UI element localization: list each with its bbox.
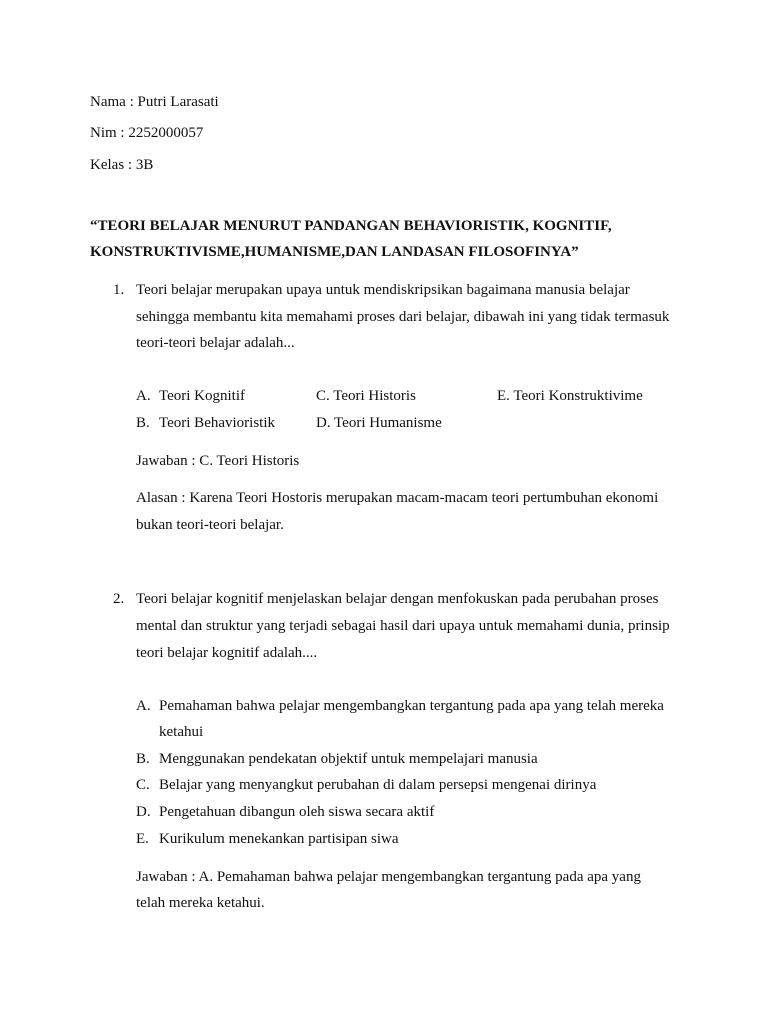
q2-option-b-letter: B. bbox=[136, 751, 150, 767]
document-title-line-1: “TEORI BELAJAR MENURUT PANDANGAN BEHAVIORISTIK, KOGNITIF, bbox=[90, 218, 612, 234]
q1-option-d: D. Teori Humanisme bbox=[316, 415, 442, 431]
q2-option-a-line-2: ketahui bbox=[159, 724, 204, 740]
question-2-answer-line-1: Jawaban : A. Pemahaman bahwa pelajar mengembangkan tergantung pada apa yang bbox=[136, 869, 641, 885]
question-2-text-line-2: mental dan struktur yang terjadi sebagai hasil dari upaya untuk memahami dunia, prinsip bbox=[136, 618, 670, 634]
q1-option-b: Teori Behavioristik bbox=[159, 415, 276, 431]
q1-option-c: C. Teori Historis bbox=[316, 388, 416, 404]
q2-option-d-letter: D. bbox=[136, 804, 151, 820]
q2-option-e: Kurikulum menekankan partisipan siwa bbox=[159, 831, 399, 847]
q2-option-b: Menggunakan pendekatan objektif untuk mempelajari manusia bbox=[159, 751, 538, 767]
student-name: Nama : Putri Larasati bbox=[90, 94, 219, 110]
q2-option-a-line-1: Pemahaman bahwa pelajar mengembangkan tergantung pada apa yang telah mereka bbox=[159, 698, 664, 714]
q2-option-d: Pengetahuan dibangun oleh siswa secara aktif bbox=[159, 804, 435, 820]
question-2-text-line-3: teori belajar kognitif adalah.... bbox=[136, 645, 318, 661]
q1-option-a: Teori Kognitif bbox=[159, 388, 246, 404]
question-1-reason-line-2: bukan teori-teori belajar. bbox=[136, 517, 284, 533]
question-1-number: 1. bbox=[113, 282, 125, 298]
q1-option-b-letter: B. bbox=[136, 415, 150, 431]
q1-option-e: E. Teori Konstruktivime bbox=[497, 388, 643, 404]
student-class: Kelas : 3B bbox=[90, 157, 154, 173]
question-2-number: 2. bbox=[113, 591, 125, 607]
question-1-text-line-1: Teori belajar merupakan upaya untuk mendiskripsikan bagaimana manusia belajar bbox=[136, 282, 630, 298]
q2-option-a-letter: A. bbox=[136, 698, 151, 714]
question-1-text-line-3: teori-teori belajar adalah... bbox=[136, 335, 295, 351]
question-1-reason-line-1: Alasan : Karena Teori Hostoris merupakan macam-macam teori pertumbuhan ekonomi bbox=[136, 490, 659, 506]
question-1-text-line-2: sehingga membantu kita memahami proses dari belajar, dibawah ini yang tidak termasuk bbox=[136, 309, 670, 325]
q2-option-c: Belajar yang menyangkut perubahan di dalam persepsi mengenai dirinya bbox=[159, 777, 597, 793]
student-nim: Nim : 2252000057 bbox=[90, 125, 204, 141]
document-title-line-2: KONSTRUKTIVISME,HUMANISME,DAN LANDASAN FILOSOFINYA” bbox=[90, 244, 579, 260]
q1-option-a-letter: A. bbox=[136, 388, 151, 404]
q2-option-c-letter: C. bbox=[136, 777, 150, 793]
question-2-answer-line-2: telah mereka ketahui. bbox=[136, 895, 265, 911]
question-2-text-line-1: Teori belajar kognitif menjelaskan belajar dengan menfokuskan pada perubahan proses bbox=[136, 591, 659, 607]
question-1-answer: Jawaban : C. Teori Historis bbox=[136, 453, 300, 469]
q2-option-e-letter: E. bbox=[136, 831, 149, 847]
